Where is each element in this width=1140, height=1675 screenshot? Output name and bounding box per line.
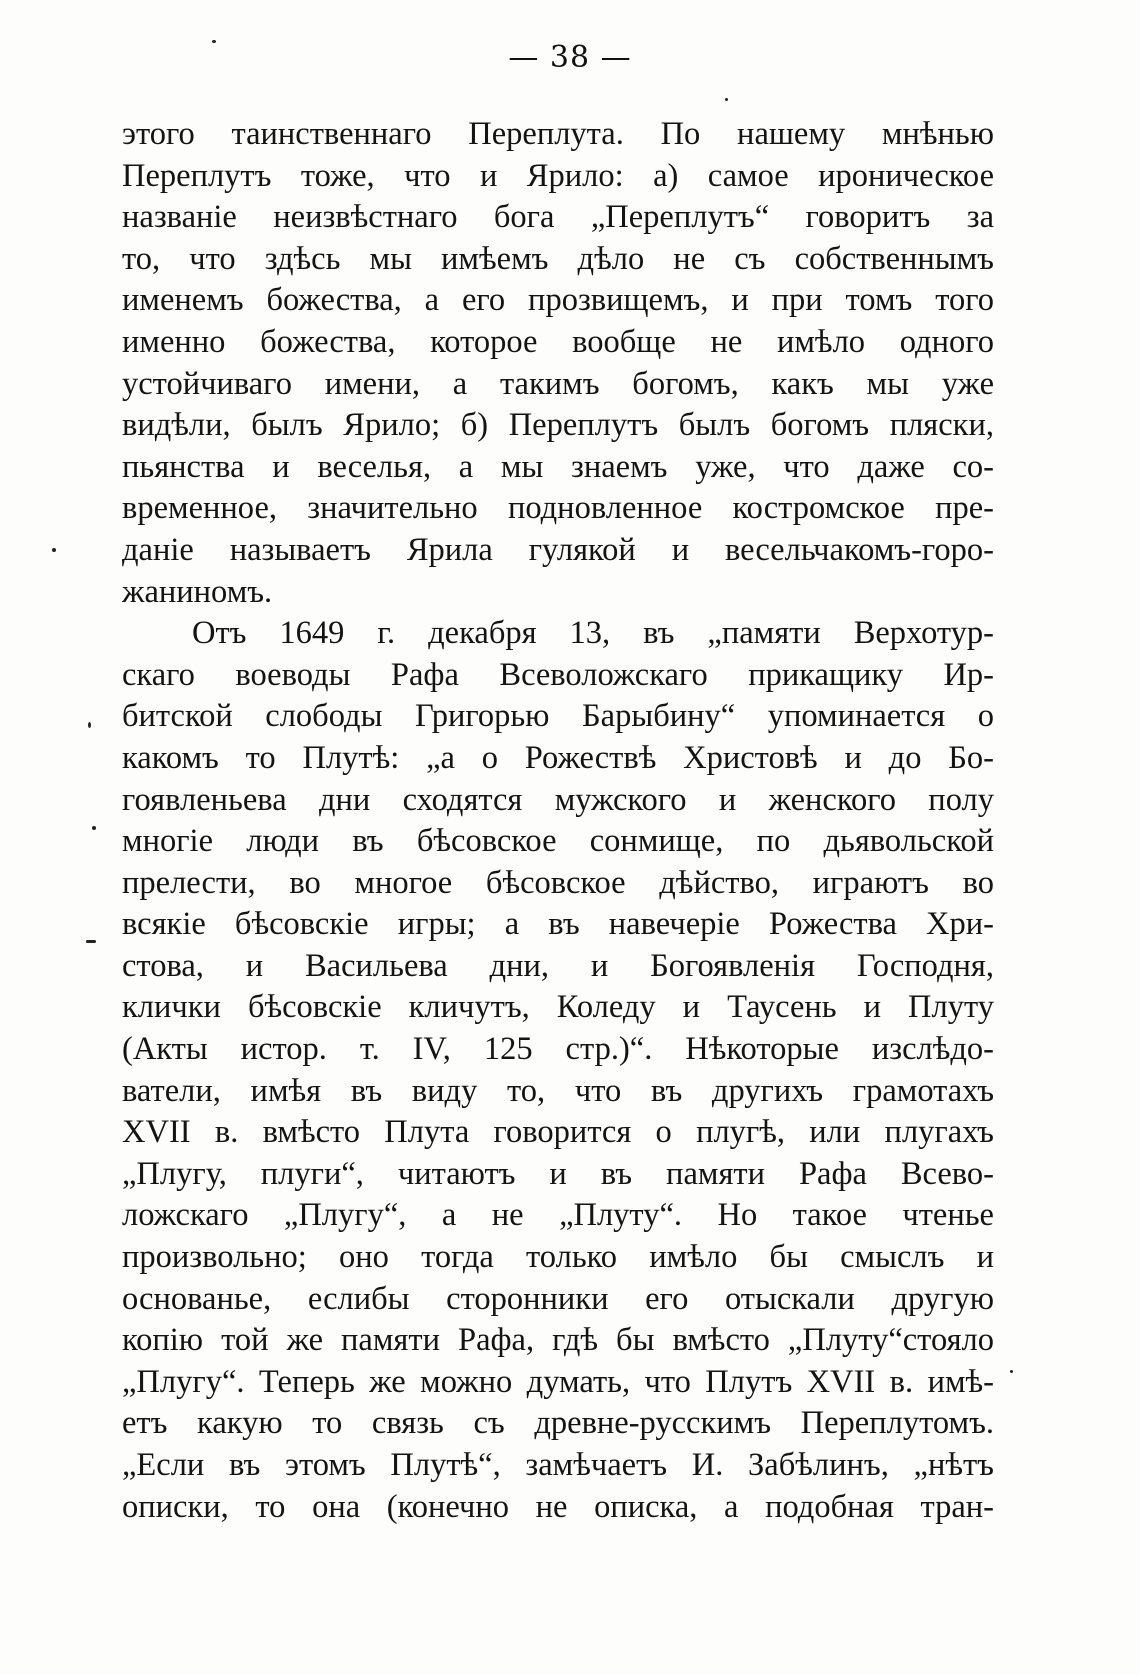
text-line: описки, то она (конечно не описка, а подобная тран- [122, 1488, 994, 1525]
text-line: то, что здѣсь мы имѣемъ дѣло не съ собственнымъ [122, 240, 994, 277]
scan-speck [1010, 1370, 1013, 1373]
text-line: стова, и Васильева дни, и Богоявленія Господня, [122, 947, 994, 984]
scan-speck [212, 40, 216, 43]
text-line: гоявленьева дни сходятся мужского и женского полу [122, 781, 994, 818]
text-line: битской слободы Григорью Барыбину“ упоминается о [122, 698, 994, 735]
scan-speck [88, 722, 91, 728]
body-text [122, 114, 994, 1528]
text-line: временное, значительно подновленное костромское пре- [122, 490, 994, 527]
text-line: основанье, еслибы сторонники его отыскали другую [122, 1280, 994, 1317]
text-line: жаниномъ. [122, 573, 273, 610]
text-line: XVII в. вмѣсто Плута говорится о плугѣ, или плугахъ [122, 1114, 994, 1151]
text-line: клички бѣсовскіе кличутъ, Коледу и Таусень и Плуту [122, 989, 994, 1026]
text-line: видѣли, былъ Ярило; б) Переплутъ былъ богомъ пляски, [122, 407, 994, 444]
text-line: Отъ 1649 г. декабря 13, въ „памяти Верхотур- [192, 615, 994, 652]
text-line: названіе неизвѣстнаго бога „Переплутъ“ говоритъ за [122, 199, 994, 236]
text-line: произвольно; оно тогда только имѣло бы смыслъ и [122, 1239, 994, 1276]
text-line: ватели, имѣя въ виду то, что въ другихъ грамотахъ [122, 1072, 994, 1109]
scan-speck [86, 940, 96, 943]
text-line: Переплутъ тоже, что и Ярило: а) самое ироническое [122, 157, 994, 194]
text-line: скаго воеводы Рафа Всеволожскаго прикащику Ир- [122, 656, 994, 693]
text-line: етъ какую то связь съ древне-русскимъ Переплутомъ. [122, 1405, 994, 1442]
text-line: копію той же памяти Рафа, гдѣ бы вмѣсто „Плуту“стояло [122, 1322, 994, 1359]
text-line: именно божества, которое вообще не имѣло одного [122, 323, 994, 360]
text-line: пьянства и веселья, а мы знаемъ уже, что даже со- [122, 448, 994, 485]
scan-speck [725, 98, 728, 101]
text-line: прелести, во многое бѣсовское дѣйство, играютъ во [122, 864, 994, 901]
text-line: всякіе бѣсовскіе игры; а въ навечеріе Рожества Хри- [122, 906, 994, 943]
text-line: какомъ то Плутѣ: „а о Рожествѣ Христовѣ и до Бо- [122, 739, 994, 776]
text-line: ложскаго „Плугу“, а не „Плуту“. Но такое чтенье [122, 1197, 994, 1234]
text-line: этого таинственнаго Переплута. По нашему мнѣнью [122, 116, 994, 152]
text-line: устойчиваго имени, а такимъ богомъ, какъ мы уже [122, 365, 994, 402]
text-line: многіе люди въ бѣсовское сонмище, по дьявольской [122, 823, 994, 860]
text-line: (Акты истор. т. IV, 125 стр.)“. Нѣкоторые изслѣдо- [122, 1031, 994, 1068]
paragraph-2 [122, 613, 994, 1528]
text-line: „Плугу, плуги“, читаютъ и въ памяти Рафа Всево- [122, 1155, 994, 1192]
page-number: — 38 — [508, 40, 632, 75]
text-line: „Если въ этомъ Плутѣ“, замѣчаетъ И. Забѣлинъ, „нѣтъ [122, 1447, 994, 1483]
text-line: даніе называетъ Ярила гулякой и весельчакомъ-горо- [122, 531, 994, 568]
text-line: „Плугу“. Теперь же можно думать, что Плутъ XVII в. имѣ- [122, 1363, 994, 1400]
paragraph-1 [122, 114, 994, 613]
scan-speck [92, 826, 96, 830]
scan-speck [52, 548, 56, 552]
text-line: именемъ божества, а его прозвищемъ, и при томъ того [122, 282, 994, 319]
